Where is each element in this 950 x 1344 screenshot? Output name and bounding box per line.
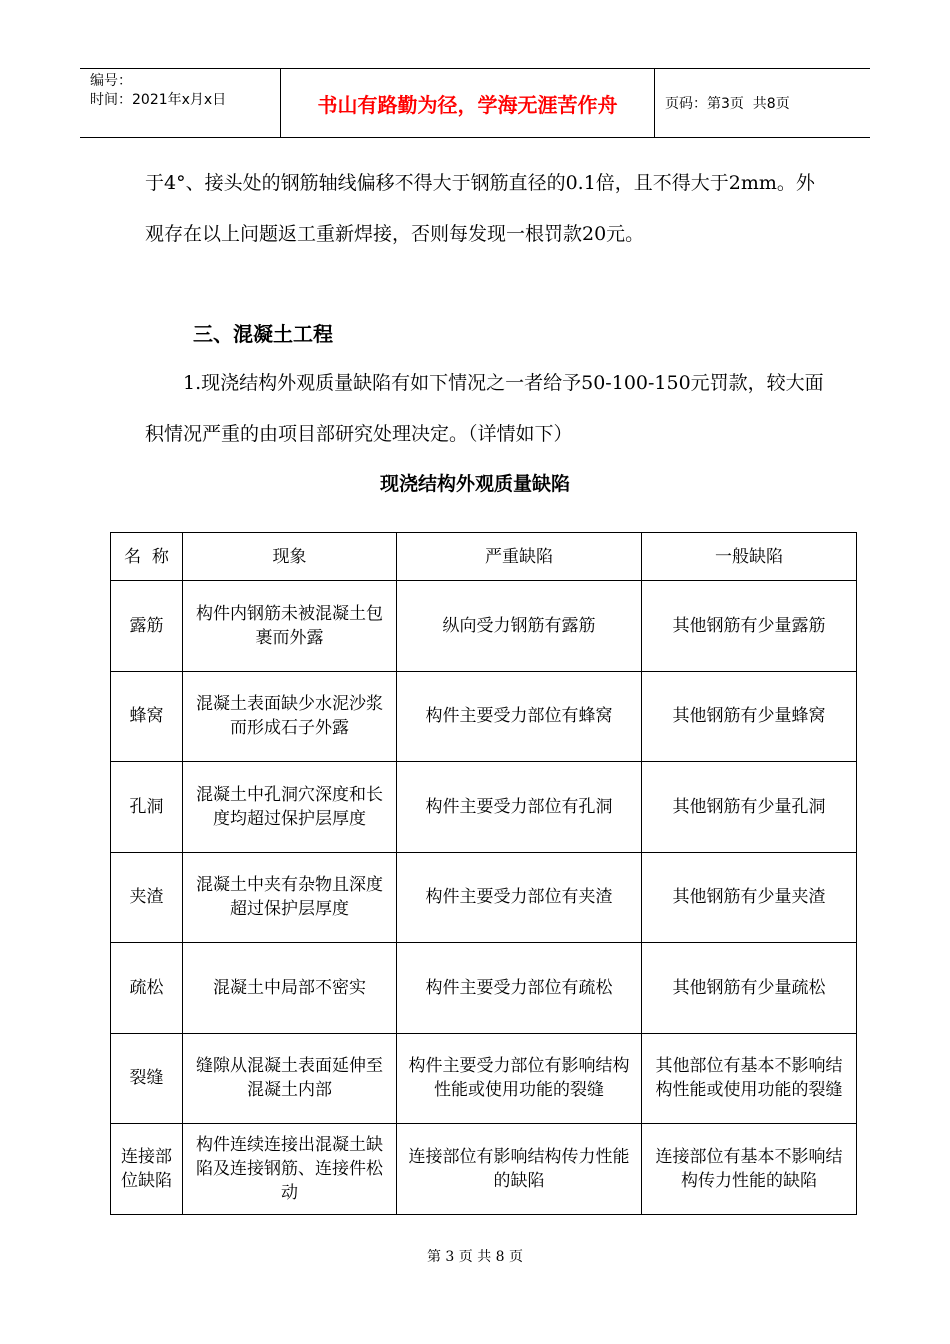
- table-row: [111, 1124, 857, 1215]
- header-general-defect: 一般缺陷: [642, 533, 857, 581]
- header-meta: [80, 69, 281, 137]
- page-footer: 第 3 页 共 8 页: [426, 1249, 524, 1265]
- defects-table: [110, 532, 857, 1215]
- cell-severe: 构件主要受力部位有影响结构性能或使用功能的裂缝: [397, 1033, 642, 1124]
- table-header-row: [111, 533, 857, 581]
- cell-severe: 构件主要受力部位有孔洞: [397, 762, 642, 853]
- cell-name: 露筋: [111, 581, 183, 672]
- cell-name: 孔洞: [111, 762, 183, 853]
- cell-general: 连接部位有基本不影响结构传力性能的缺陷: [642, 1124, 857, 1215]
- table-row: [111, 943, 857, 1034]
- header-name: 名 称: [111, 533, 183, 581]
- table-row: [111, 762, 857, 853]
- cell-severe: 构件主要受力部位有蜂窝: [397, 671, 642, 762]
- table-row: [111, 852, 857, 943]
- cell-name: 夹渣: [111, 852, 183, 943]
- cell-general: 其他钢筋有少量孔洞: [642, 762, 857, 853]
- cell-severe: 构件主要受力部位有疏松: [397, 943, 642, 1034]
- cell-phenomenon: 混凝土中孔洞穴深度和长度均超过保护层厚度: [183, 762, 397, 853]
- header-page-info: [655, 69, 870, 137]
- cell-phenomenon: 混凝土中夹有杂物且深度超过保护层厚度: [183, 852, 397, 943]
- table-row: [111, 1033, 857, 1124]
- cell-phenomenon: 缝隙从混凝土表面延伸至混凝土内部: [183, 1033, 397, 1124]
- cell-severe: 纵向受力钢筋有露筋: [397, 581, 642, 672]
- cell-phenomenon: 混凝土中局部不密实: [183, 943, 397, 1034]
- cell-name: 疏松: [111, 943, 183, 1034]
- table-row: [111, 671, 857, 762]
- cell-name: 裂缝: [111, 1033, 183, 1124]
- cell-general: 其他钢筋有少量露筋: [642, 581, 857, 672]
- cell-severe: 连接部位有影响结构传力性能的缺陷: [397, 1124, 642, 1215]
- cell-name: 连接部位缺陷: [111, 1124, 183, 1215]
- cell-general: 其他钢筋有少量疏松: [642, 943, 857, 1034]
- cell-phenomenon: 混凝土表面缺少水泥沙浆而形成石子外露: [183, 671, 397, 762]
- header-page-label: 页码：第3页 共8页: [665, 96, 790, 112]
- body-paragraph-1: 于4°、接头处的钢筋轴线偏移不得大于钢筋直径的0.1倍，且不得大于2mm。外观存在以上问题返工重新焊接，否则每发现一根罚款20元。: [145, 172, 815, 245]
- cell-general: 其他部位有基本不影响结构性能或使用功能的裂缝: [642, 1033, 857, 1124]
- cell-phenomenon: 构件内钢筋未被混凝土包裹而外露: [183, 581, 397, 672]
- document-time-label: 时间：2021年x月x日: [90, 92, 227, 108]
- cell-phenomenon: 构件连续连接出混凝土缺陷及连接钢筋、连接件松动: [183, 1124, 397, 1215]
- cell-general: 其他钢筋有少量夹渣: [642, 852, 857, 943]
- section-title: 三、混凝土工程: [193, 322, 333, 346]
- page-header: [80, 68, 870, 138]
- header-motto: 书山有路勤为径，学海无涯苦作舟: [281, 69, 655, 137]
- cell-general: 其他钢筋有少量蜂窝: [642, 671, 857, 762]
- table-title: 现浇结构外观质量缺陷: [379, 473, 570, 495]
- body-paragraph-2: 1.现浇结构外观质量缺陷有如下情况之一者给予50-100-150元罚款，较大面积情况严重的由项目部研究处理决定。（详情如下）: [145, 372, 824, 445]
- cell-name: 蜂窝: [111, 671, 183, 762]
- cell-severe: 构件主要受力部位有夹渣: [397, 852, 642, 943]
- table-row: [111, 581, 857, 672]
- document-number-label: 编号：: [90, 73, 132, 89]
- header-phenomenon: 现象: [183, 533, 397, 581]
- header-severe-defect: 严重缺陷: [397, 533, 642, 581]
